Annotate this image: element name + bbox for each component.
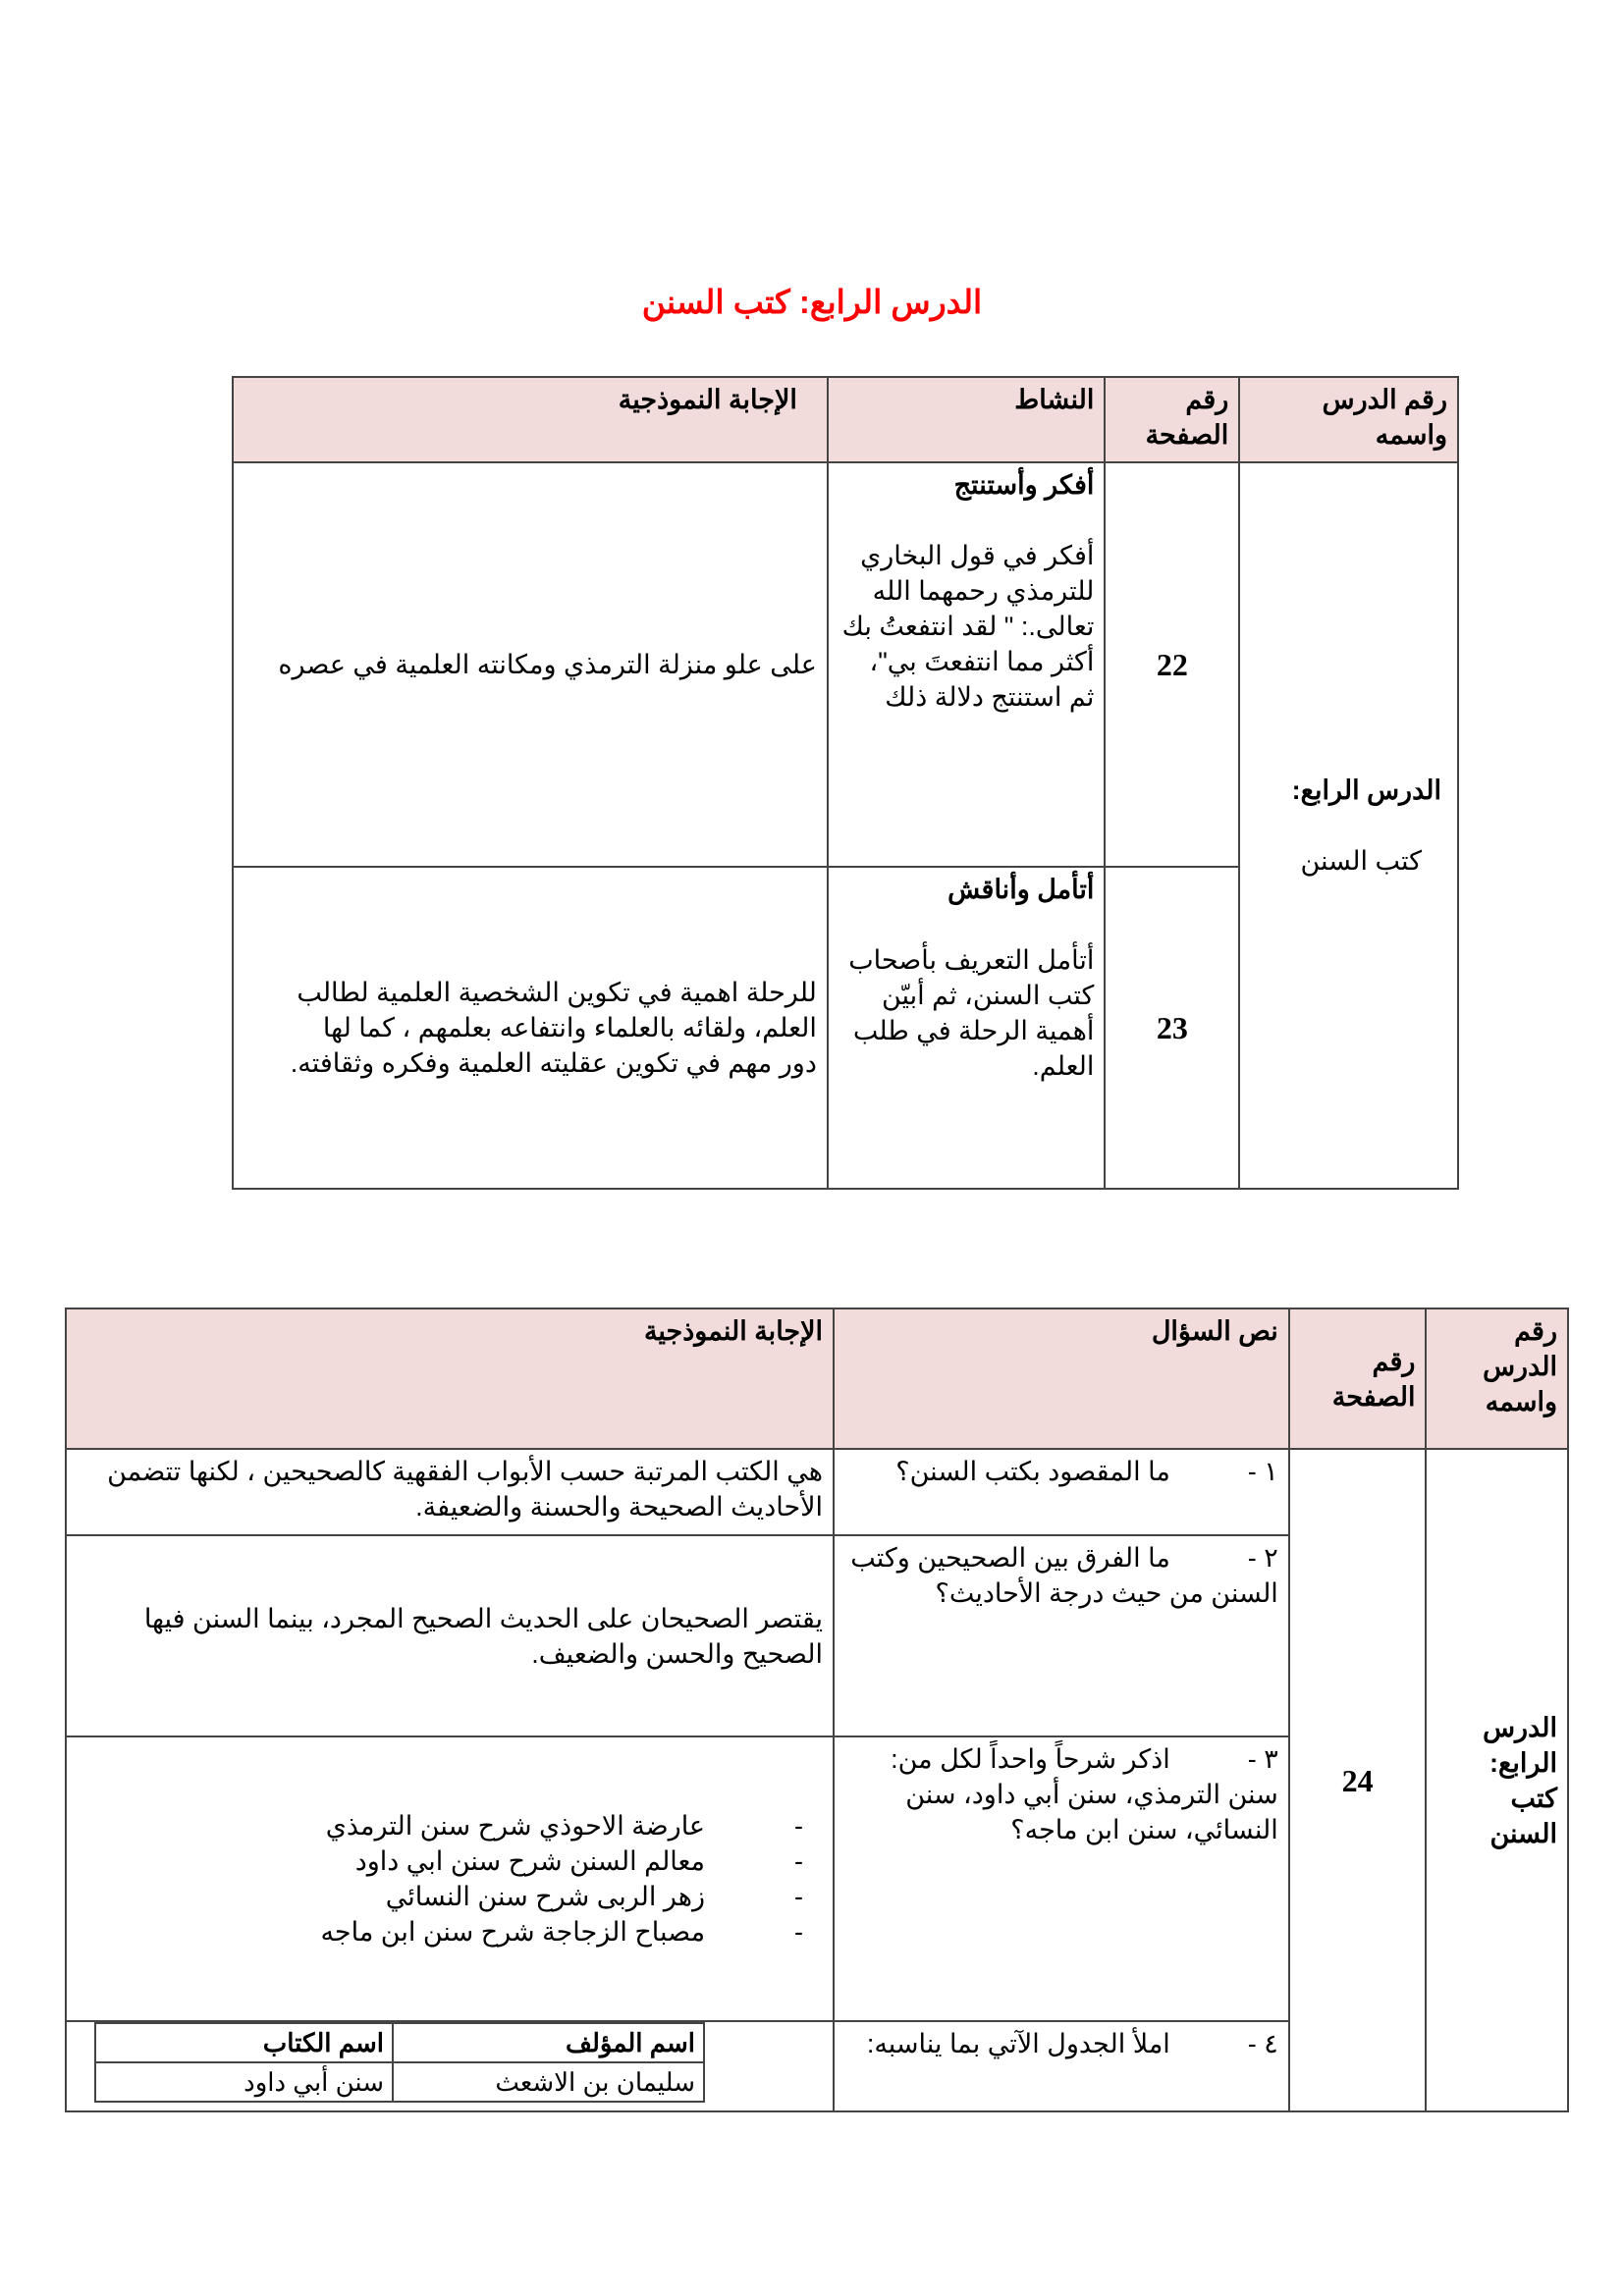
question-text: املأ الجدول الآتي بما يناسبه: <box>866 2029 1170 2058</box>
answer-cell: على علو منزلة الترمذي ومكانته العلمية في عصره <box>233 462 828 867</box>
activity-cell <box>828 462 1106 867</box>
table-row <box>66 1449 1568 1535</box>
header-book: اسم الكتاب <box>95 2023 393 2062</box>
activity-title: أفكر وأستنتج <box>953 470 1095 500</box>
question-text: اذكر شرحاً واحداً لكل من: سنن الترمذي، سنن أبي داود، سنن النسائي، سنن ابن ماجه؟ <box>891 1744 1278 1844</box>
activity-text: أفكر في قول البخاري للترمذي رحمهما الله تعالى.: " لقد انتفعتُ بك أكثر مما انتفعتَ بي"، ثم استنتج دلالة ذلك <box>841 541 1095 712</box>
answer-cell <box>66 1736 834 2021</box>
header-lesson: رقم الدرس واسمه <box>1239 377 1458 462</box>
list-item-text: مصباح الزجاجة شرح سنن ابن ماجه <box>320 1917 706 1947</box>
header-question: نص السؤال <box>834 1308 1289 1449</box>
page-number: 22 <box>1105 462 1239 867</box>
question-text: ما الفرق بين الصحيحين وكتب السنن من حيث درجة الأحاديث؟ <box>850 1543 1278 1608</box>
inner-row <box>95 2062 704 2102</box>
activity-text: أتأمل التعريف بأصحاب كتب السنن، ثم أبيّن أهمية الرحلة في طلب العلم. <box>848 945 1095 1081</box>
header-activity: النشاط <box>828 377 1106 462</box>
list-item <box>77 1879 804 1914</box>
list-item <box>77 1843 804 1879</box>
question-cell <box>834 1736 1289 2021</box>
answer-cell: يقتصر الصحيحان على الحديث الصحيح المجرد، بينما السنن فيها الصحيح والحسن والضعيف. <box>66 1535 834 1736</box>
question-text: ما المقصود بكتب السنن؟ <box>895 1457 1170 1486</box>
activities-table <box>232 376 1459 1190</box>
bullet: - <box>794 1846 804 1876</box>
question-cell <box>834 1535 1289 1736</box>
header-answer: الإجابة النموذجية <box>233 377 828 462</box>
page-number: 24 <box>1289 1449 1427 2111</box>
lesson-name: كتب السنن <box>1300 846 1422 876</box>
table-header-row <box>233 377 1458 462</box>
question-cell <box>834 2021 1289 2111</box>
bullet: - <box>794 1882 804 1911</box>
answer-cell: للرحلة اهمية في تكوين الشخصية العلمية لطالب العلم، ولقائه بالعلماء وانتفاعه بعلمهم ، كما لها دور مهم في تكوين عقليته العلمية وفكره وثقافته. <box>233 867 828 1189</box>
author-cell: سليمان بن الاشعث <box>393 2062 704 2102</box>
lesson-cell: الدرس الرابع: كتب السنن <box>1426 1449 1568 2111</box>
answer-cell <box>66 2021 834 2111</box>
book-cell: سنن أبي داود <box>95 2062 393 2102</box>
list-item-text: زهر الربى شرح سنن النسائي <box>385 1882 706 1911</box>
header-page: رقم الصفحة <box>1105 377 1239 462</box>
list-item-text: عارضة الاحوذي شرح سنن الترمذي <box>325 1811 706 1841</box>
list-item-text: معالم السنن شرح سنن ابي داود <box>354 1846 706 1876</box>
header-page: رقم الصفحة <box>1289 1308 1427 1449</box>
table-row <box>233 462 1458 867</box>
lesson-label: الدرس الرابع: <box>1291 775 1441 805</box>
question-number: ٣ - <box>1247 1744 1278 1774</box>
activity-cell <box>828 867 1106 1189</box>
bullet: - <box>794 1811 804 1841</box>
questions-table <box>65 1308 1569 2112</box>
table-header-row <box>66 1308 1568 1449</box>
answer-cell: هي الكتب المرتبة حسب الأبواب الفقهية كالصحيحين ، لكنها تتضمن الأحاديث الصحيحة والحسنة والضعيفة. <box>66 1449 834 1535</box>
header-answer: الإجابة النموذجية <box>66 1308 834 1449</box>
author-book-table <box>94 2022 705 2103</box>
bullet: - <box>794 1917 804 1947</box>
header-lesson: رقم الدرس واسمه <box>1426 1308 1568 1449</box>
answer-list <box>77 1808 823 1949</box>
header-author: اسم المؤلف <box>393 2023 704 2062</box>
question-cell <box>834 1449 1289 1535</box>
list-item <box>77 1808 804 1843</box>
question-number: ٢ - <box>1247 1543 1278 1573</box>
inner-header-row <box>95 2023 704 2062</box>
question-number: ٤ - <box>1247 2029 1278 2058</box>
activity-title: أتأمل وأناقش <box>947 875 1095 904</box>
lesson-cell <box>1239 462 1458 1189</box>
list-item <box>77 1914 804 1949</box>
page-title: الدرس الرابع: كتب السنن <box>641 284 983 320</box>
page-number: 23 <box>1105 867 1239 1189</box>
question-number: ١ - <box>1247 1457 1278 1486</box>
